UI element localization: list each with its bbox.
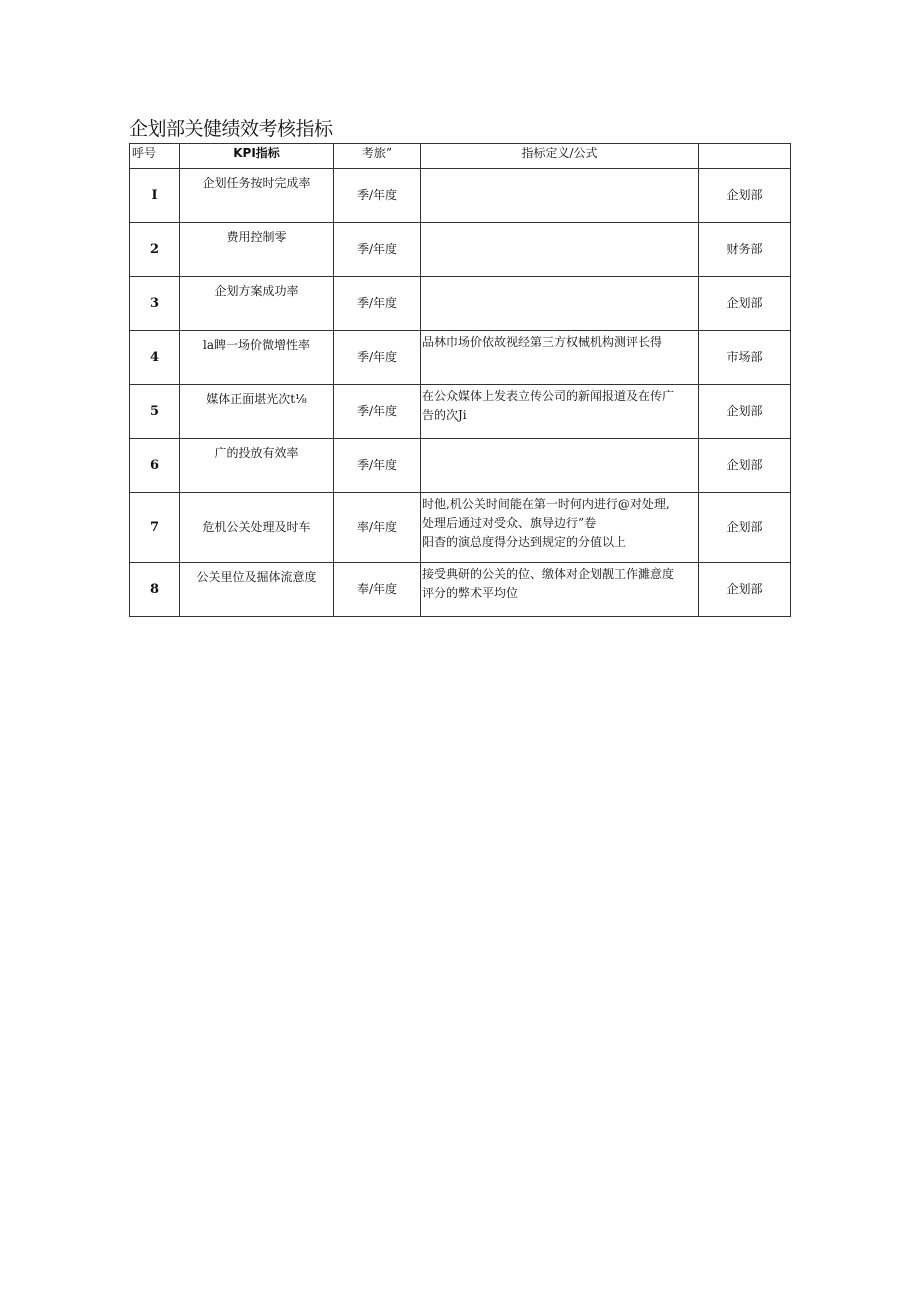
kpi-definition xyxy=(421,439,699,493)
header-period: 考旅” xyxy=(334,144,421,169)
header-definition: 指标定义/公式 xyxy=(421,144,699,169)
definition-line: 在公众媒体上发表立传公司的新闻报道及在传广 xyxy=(422,389,675,403)
assessment-period: 季/年度 xyxy=(334,331,421,385)
kpi-definition xyxy=(421,493,699,563)
kpi-definition xyxy=(421,169,699,223)
document-title: 企划部关健绩效考核指标 xyxy=(129,118,333,140)
kpi-definition xyxy=(421,385,699,439)
kpi-definition xyxy=(421,563,699,617)
definition-line: 告的次Ji xyxy=(422,408,467,422)
responsible-department: 市场部 xyxy=(699,331,791,385)
kpi-name: 企划任务按时完成率 xyxy=(180,169,334,223)
row-number: 3 xyxy=(130,277,180,331)
definition-line: 处理后通过对受众、旗导边行”卷 xyxy=(422,516,597,530)
assessment-period: 季/年度 xyxy=(334,277,421,331)
kpi-name: 公关里位及掘体流意度 xyxy=(180,563,334,617)
kpi-name: 企划方案成功率 xyxy=(180,277,334,331)
assessment-period: 奉/年度 xyxy=(334,563,421,617)
table-header-row xyxy=(130,144,791,169)
responsible-department: 财务部 xyxy=(699,223,791,277)
table-row xyxy=(130,277,791,331)
definition-line: 品林巾场价依故视经第三方权械机构测评长得 xyxy=(422,335,663,349)
header-kpi: KPI指标 xyxy=(180,144,334,169)
table-row xyxy=(130,223,791,277)
table-row xyxy=(130,385,791,439)
responsible-department: 企划部 xyxy=(699,439,791,493)
kpi-definition xyxy=(421,331,699,385)
header-department xyxy=(699,144,791,169)
row-number: 5 xyxy=(130,385,180,439)
kpi-definition xyxy=(421,277,699,331)
responsible-department: 企划部 xyxy=(699,277,791,331)
definition-line: 评分的弊术平均位 xyxy=(422,586,519,600)
table-row xyxy=(130,331,791,385)
assessment-period: 季/年度 xyxy=(334,385,421,439)
kpi-name: 危机公关处理及时车 xyxy=(180,493,334,563)
row-number: 8 xyxy=(130,563,180,617)
assessment-period: 季/年度 xyxy=(334,169,421,223)
assessment-period: 季/年度 xyxy=(334,439,421,493)
table-row xyxy=(130,169,791,223)
row-number: 7 xyxy=(130,493,180,563)
kpi-name: la睥一场价微增性率 xyxy=(180,331,334,385)
row-number: I xyxy=(130,169,180,223)
responsible-department: 企划部 xyxy=(699,385,791,439)
kpi-name: 媒体正面堪光次t⅛ xyxy=(180,385,334,439)
definition-line: 接受典研的公关的位、缴体对企划靓工作濉意度 xyxy=(422,567,675,581)
table-row xyxy=(130,563,791,617)
header-number: 呼号 xyxy=(130,144,180,169)
definition-line: 时他,机公关时间能在第一时何内进行@对处理, xyxy=(422,497,670,511)
responsible-department: 企划部 xyxy=(699,493,791,563)
kpi-table xyxy=(129,143,791,617)
table-row xyxy=(130,439,791,493)
assessment-period: 率/年度 xyxy=(334,493,421,563)
row-number: 4 xyxy=(130,331,180,385)
assessment-period: 季/年度 xyxy=(334,223,421,277)
definition-line: 阳杳的演总度得分达到规定的分值以上 xyxy=(422,535,627,549)
table-row xyxy=(130,493,791,563)
kpi-name: 广的投放有效率 xyxy=(180,439,334,493)
table-body xyxy=(130,169,791,617)
responsible-department: 企划部 xyxy=(699,563,791,617)
responsible-department: 企划部 xyxy=(699,169,791,223)
row-number: 2 xyxy=(130,223,180,277)
kpi-name: 费用控制零 xyxy=(180,223,334,277)
row-number: 6 xyxy=(130,439,180,493)
kpi-definition xyxy=(421,223,699,277)
